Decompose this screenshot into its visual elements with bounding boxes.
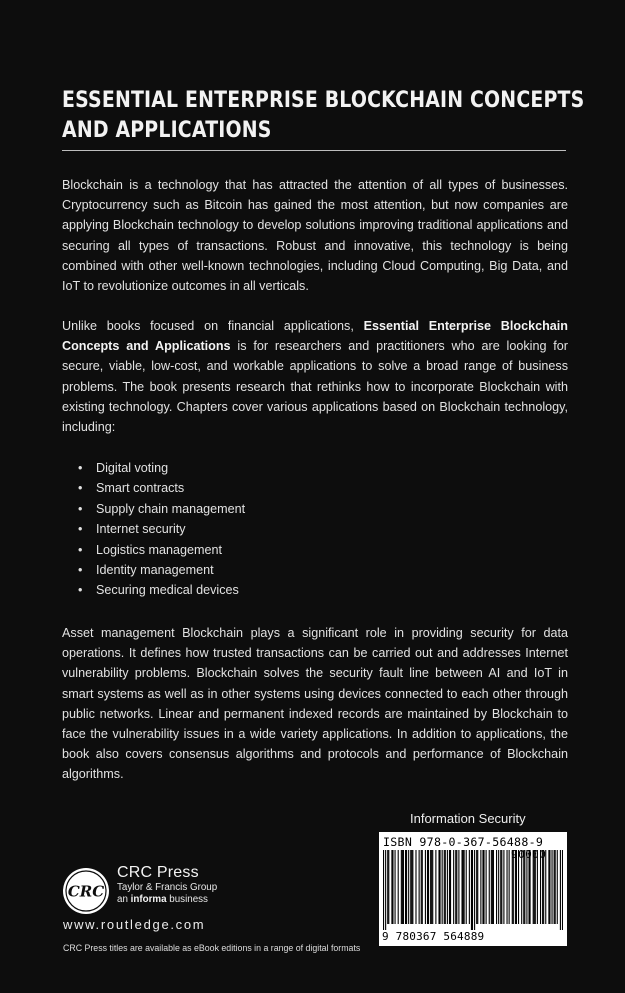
barcode-bar	[496, 850, 497, 924]
barcode-bar	[440, 850, 441, 924]
barcode-bar	[406, 850, 407, 924]
barcode-digits: 9 780367 564889	[382, 930, 485, 943]
description-paragraph-3: Asset management Blockchain plays a significant role in providing security for data operations. It defines how trusted transactions can be carried out and addresses Internet vulnerability problems. Blockchain solves the security fault line between AI and IoT in smart systems as well as in other systems using devices connected to each other through public networks. Linear and permanent indexed records are maintained by Blockchain to face the vulnerability issues in a wide variety applications. In addition to applications, the book also covers consensus algorithms and protocols and performance of Blockchain algorithms.	[62, 626, 568, 782]
logo-text: CRC	[67, 882, 105, 901]
barcode-bar	[516, 850, 517, 924]
paragraph-2-intro: Unlike books focused on financial applications,	[62, 319, 364, 333]
barcode-bar	[549, 850, 550, 924]
barcode-bar	[480, 850, 481, 924]
barcode-bar	[555, 850, 556, 924]
barcode-bar	[469, 850, 470, 924]
barcode-bar	[506, 850, 507, 924]
barcode-bar	[526, 850, 527, 924]
barcode-bar	[518, 850, 519, 924]
ebook-availability-note: CRC Press titles are available as eBook editions in a range of digital formats	[63, 943, 361, 953]
barcode-bar	[540, 850, 541, 924]
list-item: • Internet security	[78, 519, 245, 539]
barcode-bar	[402, 850, 403, 924]
barcode-bar	[534, 850, 535, 924]
barcode-bar	[489, 850, 490, 924]
barcode-bar	[464, 850, 465, 924]
barcode-bar	[503, 850, 504, 924]
list-item: • Identity management	[78, 560, 245, 580]
isbn-number: ISBN 978-0-367-56488-9	[383, 835, 544, 849]
barcode-bar	[491, 850, 492, 924]
barcode-bar	[551, 850, 552, 924]
barcode-bar	[395, 850, 396, 924]
barcode-bar	[554, 850, 555, 924]
barcode-bar	[383, 850, 384, 930]
barcode-bar	[501, 850, 502, 924]
list-item: • Smart contracts	[78, 478, 245, 498]
barcode-bars	[383, 850, 563, 930]
barcode-bar	[398, 850, 399, 924]
barcode-bar	[419, 850, 420, 924]
barcode-bar	[476, 850, 477, 924]
book-title	[62, 86, 585, 146]
barcode-bar	[493, 850, 494, 924]
barcode-bar	[405, 850, 406, 924]
description-paragraph-2	[62, 316, 568, 437]
barcode-bar	[430, 850, 431, 924]
barcode-bar	[445, 850, 446, 924]
list-item: • Securing medical devices	[78, 580, 245, 600]
barcode-bar	[548, 850, 549, 924]
publisher-website: www.routledge.com	[63, 917, 206, 932]
barcode-bar	[521, 850, 522, 924]
barcode-bar	[415, 850, 416, 924]
publisher-block	[117, 864, 217, 906]
barcode-bar	[471, 850, 472, 930]
barcode-bar	[509, 850, 510, 924]
barcode-bar	[562, 850, 563, 930]
publisher-group: Taylor & Francis Group	[117, 882, 218, 893]
title-line-2: AND APPLICATIONS	[62, 118, 272, 143]
title-line-1: ESSENTIAL ENTERPRISE BLOCKCHAIN CONCEPTS	[62, 88, 585, 113]
barcode-bar	[425, 850, 426, 924]
list-item: • Supply chain management	[78, 499, 245, 519]
barcode-bar	[427, 850, 428, 924]
barcode-bar	[537, 850, 538, 924]
barcode-bar	[453, 850, 454, 924]
barcode-bar	[401, 850, 402, 924]
barcode-bar	[543, 850, 544, 924]
barcode-bar	[477, 850, 478, 924]
barcode-bar	[456, 850, 457, 924]
barcode-bar	[442, 850, 443, 924]
barcode-bar	[458, 850, 459, 924]
barcode-bar	[422, 850, 423, 924]
applications-list	[78, 458, 245, 601]
barcode-bar	[513, 850, 514, 924]
barcode-bar	[392, 850, 393, 924]
barcode-bar	[421, 850, 422, 924]
barcode-bar	[403, 850, 404, 924]
barcode-bar	[450, 850, 451, 924]
list-item: • Logistics management	[78, 540, 245, 560]
isbn-barcode	[379, 832, 567, 946]
barcode-bar	[560, 850, 561, 930]
barcode-bar	[387, 850, 388, 924]
barcode-bar	[463, 850, 464, 924]
barcode-bar	[444, 850, 445, 924]
barcode-bar	[466, 850, 467, 924]
barcode-bar	[545, 850, 546, 924]
barcode-bar	[528, 850, 529, 924]
barcode-bar	[498, 850, 499, 924]
barcode-bar	[391, 850, 392, 924]
publisher-name: CRC Press	[117, 864, 199, 881]
barcode-bar	[483, 850, 484, 924]
barcode-bar	[428, 850, 429, 924]
barcode-bar	[438, 850, 439, 924]
barcode-bar	[385, 850, 386, 930]
barcode-bar	[492, 850, 493, 924]
barcode-bar	[412, 850, 413, 924]
barcode-bar	[388, 850, 389, 924]
barcode-bar	[524, 850, 525, 924]
barcode-bar	[449, 850, 450, 924]
barcode-bar	[408, 850, 409, 924]
description-paragraph-1: Blockchain is a technology that has attracted the attention of all types of businesses. Cryptocurrency such as Bitcoin has gained the most attention, but now companies are applying Blockchain technology to develop solutions improving traditional applications and securing all types of transactions. Robust and innovative, this technology is being combined with other well-known technologies, including Cloud Computing, Big Data, and IoT to revolutionize outcomes in all verticals.	[62, 178, 568, 294]
barcode-bar	[486, 850, 487, 924]
paragraph-2-rest: is for researchers and practitioners who are looking for secure, viable, low-cost, and workable applications to solve a broad range of business problems. The book presents research that rethinks how to incorporate Blockchain with existing technology. Chapters cover various applications based on Blockchain technology, including:	[62, 339, 569, 435]
barcode-bar	[515, 850, 516, 924]
barcode-bar	[432, 850, 433, 924]
barcode-bar	[557, 850, 558, 924]
barcode-bar	[474, 850, 475, 930]
barcode-bar	[542, 850, 543, 924]
barcode-bar	[523, 850, 524, 924]
barcode-bar	[535, 850, 536, 924]
barcode-bar	[410, 850, 411, 924]
barcode-bar	[533, 850, 534, 924]
publisher-business: an informa business	[117, 894, 208, 905]
barcode-bar	[447, 850, 448, 924]
book-title-inline: Essential Enterprise Blockchain Concepts and Applications	[62, 319, 568, 354]
subject-category: Information Security	[410, 811, 526, 826]
barcode-bar	[435, 850, 436, 924]
barcode-bar	[512, 850, 513, 924]
barcode-bar	[411, 850, 412, 924]
barcode-bar	[431, 850, 432, 924]
crc-press-logo-icon	[61, 866, 111, 916]
barcode-bar	[500, 850, 501, 924]
barcode-bar	[455, 850, 456, 924]
barcode-bar	[461, 850, 462, 924]
list-item: • Digital voting	[78, 458, 245, 478]
barcode-bar	[472, 850, 473, 930]
barcode-bar	[482, 850, 483, 924]
barcode-bar	[530, 850, 531, 924]
title-divider	[62, 150, 566, 151]
